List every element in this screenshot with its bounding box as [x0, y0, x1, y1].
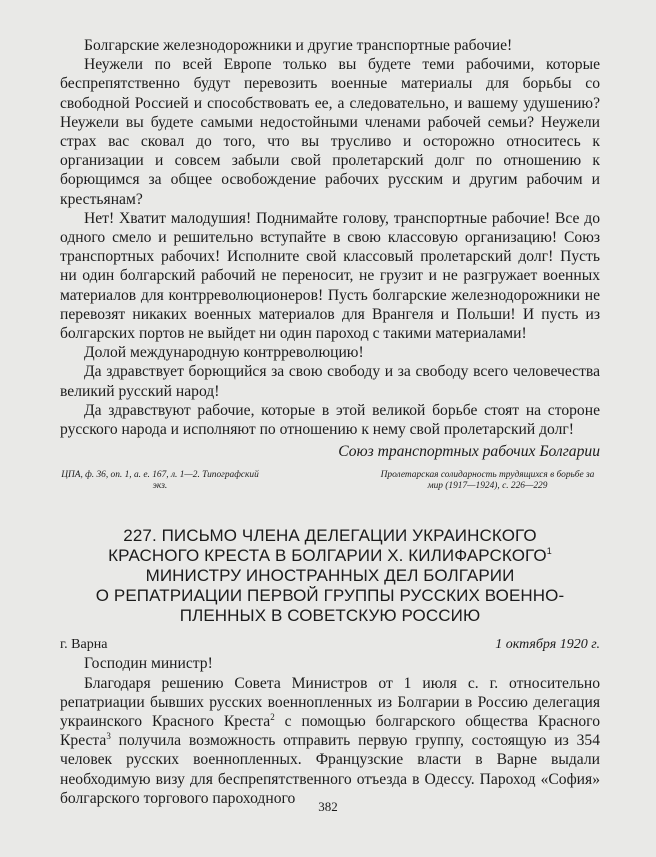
footnote-marker: 3: [106, 731, 111, 742]
letter-paragraph: [60, 674, 600, 808]
heading-line: [60, 546, 600, 566]
dateline: [60, 636, 600, 654]
paragraph-appeal: Болгарские железнодорожники и другие транспортные рабочие!: [84, 37, 513, 54]
paragraph-questions: Неужели по всей Европе только вы будете теми рабочими, которые беспрепятственно будут перевозить военные материалы для борьбы со свободной Россией и способствовать ее, а следовательно, и вашему удушению? Неужели вы будете самыми недостойными членами рабочей семьи? Неужели страх вас сковал до того, что вы трусливо и осторожно относитесь к организации и совсем забыли свой пролетарский долг по отношению к борющимся за общее освобождение рабочих русским и другим рабочим и крестьянам?: [60, 56, 600, 208]
letter-text: получила возможность отправить первую группу, состоящую из 354 человек русских военнопленных. Французские власти в Варне выдали необходимую визу для беспрепятственного отъезда в Одессу. Пароход «София» болгарского торгового пароходного: [60, 732, 600, 807]
letter-body: [60, 654, 600, 808]
date: 1 октября 1920 г.: [495, 637, 600, 653]
signature: Союз транспортных рабочих Болгарии: [338, 443, 600, 461]
text-column: [60, 36, 600, 808]
heading-line: О РЕПАТРИАЦИИ ПЕРВОЙ ГРУППЫ РУССКИХ ВОЕННО-: [95, 586, 565, 606]
heading-line: ПЛЕННЫХ В СОВЕТСКУЮ РОССИЮ: [179, 606, 481, 626]
paragraph-slogan-3: Да здравствуют рабочие, которые в этой великой борьбе стоят на стороне русского народа и исполняют по отношению к нему свой пролетарский долг!: [60, 401, 600, 439]
footnote-marker: 1: [546, 546, 552, 557]
heading-line: 227. ПИСЬМО ЧЛЕНА ДЕЛЕГАЦИИ УКРАИНСКОГО: [123, 526, 537, 546]
footnote-marker: 2: [270, 712, 275, 723]
document-heading: [60, 526, 600, 626]
place: г. Варна: [60, 637, 108, 653]
citation-publication: Пролетарская солидарность трудящихся в борьбе за мир (1917—1924), с. 226—229: [380, 470, 595, 492]
citation-archive: ЦПА, ф. 36, оп. 1, а. е. 167, л. 1—2. Типографский экз.: [61, 470, 259, 492]
letter-text: с помощью болгарского общества Красного Креста: [60, 713, 600, 750]
page-number: 382: [318, 799, 338, 814]
source-citation: [60, 470, 600, 492]
heading-line-text: КРАСНОГО КРЕСТА В БОЛГАРИИ Х. КИЛИФАРСКОГО: [108, 546, 547, 566]
paragraph-call: Нет! Хватит малодушия! Поднимайте голову, транспортные рабочие! Все до одного смело и решительно вступайте в свою классовую организацию! Союз транспортных рабочих! Исполните свой классовый пролетарский долг! Пусть ни один болгарский рабочий не переносит, не грузит и не разгружает военных материалов для контрреволюционеров! Пусть болгарские железнодорожники не перевозят никаких военных материалов для Врангеля и Польши! И пусть из болгарских портов не выйдет ни один пароход с такими материалами!: [60, 209, 600, 343]
paragraph-slogan-2: Да здравствует борющийся за свою свободу и за свободу всего человечества великий русский народ!: [60, 363, 600, 400]
paragraph-slogan-1: Долой международную контрреволюцию!: [84, 344, 364, 362]
salutation: Господин министр!: [84, 655, 213, 673]
heading-line: МИНИСТРУ ИНОСТРАННЫХ ДЕЛ БОЛГАРИИ: [145, 566, 515, 586]
letter-text: Благодаря решению Совета Министров от 1 июля с. г. относительно репатриации бывших русских военнопленных из Болгарии в Россию делегация украинского Красного Креста: [60, 674, 600, 731]
